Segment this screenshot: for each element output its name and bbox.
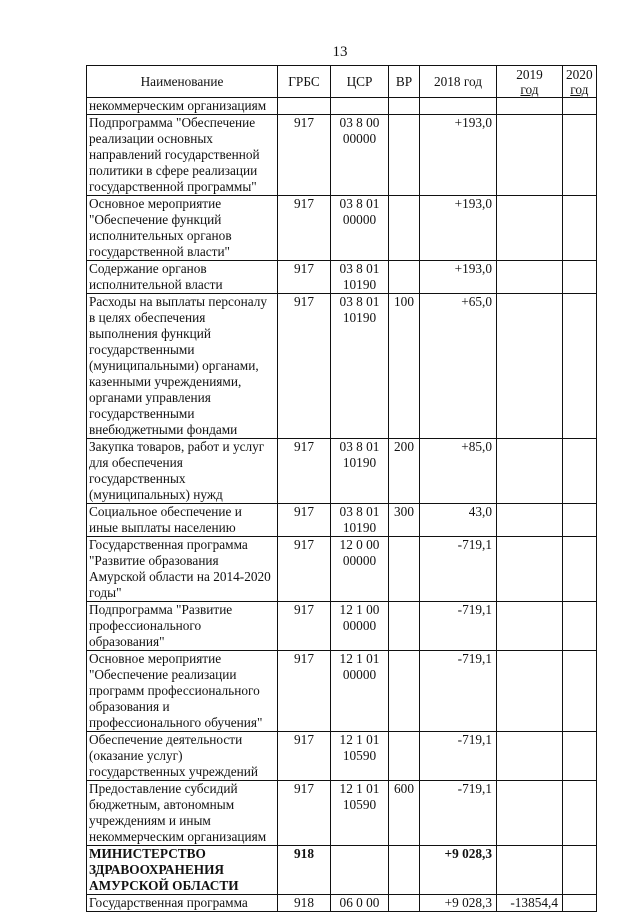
cell-vr bbox=[389, 115, 420, 196]
cell-2018: -719,1 bbox=[420, 602, 497, 651]
cell-2018: +9 028,3 bbox=[420, 895, 497, 912]
cell-2020 bbox=[563, 115, 597, 196]
cell-name: Подпрограмма "Развитие профессионального образования" bbox=[87, 602, 278, 651]
cell-grbs: 917 bbox=[278, 781, 331, 846]
cell-vr bbox=[389, 846, 420, 895]
budget-table-wrap bbox=[86, 65, 597, 912]
cell-2020 bbox=[563, 732, 597, 781]
cell-csr: 12 1 01 10590 bbox=[331, 732, 389, 781]
table-row bbox=[87, 895, 597, 912]
cell-2018: +193,0 bbox=[420, 261, 497, 294]
cell-name: МИНИСТЕРСТВО ЗДРАВООХРАНЕНИЯ АМУРСКОЙ ОБЛАСТИ bbox=[87, 846, 278, 895]
cell-name: Обеспечение деятельности (оказание услуг) государственных учреждений bbox=[87, 732, 278, 781]
cell-csr bbox=[331, 846, 389, 895]
cell-grbs: 917 bbox=[278, 504, 331, 537]
cell-csr: 12 1 01 00000 bbox=[331, 651, 389, 732]
table-row bbox=[87, 732, 597, 781]
cell-name: Содержание органов исполнительной власти bbox=[87, 261, 278, 294]
cell-name: Социальное обеспечение и иные выплаты населению bbox=[87, 504, 278, 537]
cell-csr: 03 8 01 10190 bbox=[331, 261, 389, 294]
budget-table bbox=[86, 65, 597, 912]
cell-2018: +85,0 bbox=[420, 439, 497, 504]
header-2019 bbox=[497, 66, 563, 98]
cell-2020 bbox=[563, 98, 597, 115]
cell-name: Государственная программа "Развитие образования Амурской области на 2014-2020 годы" bbox=[87, 537, 278, 602]
cell-grbs: 917 bbox=[278, 732, 331, 781]
cell-2019 bbox=[497, 781, 563, 846]
cell-csr: 03 8 01 10190 bbox=[331, 504, 389, 537]
cell-vr: 100 bbox=[389, 294, 420, 439]
header-csr: ЦСР bbox=[331, 66, 389, 98]
table-row bbox=[87, 504, 597, 537]
cell-grbs: 917 bbox=[278, 651, 331, 732]
cell-2019 bbox=[497, 115, 563, 196]
cell-2019 bbox=[497, 439, 563, 504]
table-row bbox=[87, 651, 597, 732]
header-2019-bottom: год bbox=[520, 82, 539, 97]
cell-2018: -719,1 bbox=[420, 537, 497, 602]
cell-grbs: 917 bbox=[278, 294, 331, 439]
cell-name: некоммерческим организациям bbox=[87, 98, 278, 115]
cell-2019 bbox=[497, 846, 563, 895]
table-row bbox=[87, 294, 597, 439]
cell-grbs: 917 bbox=[278, 261, 331, 294]
cell-2019 bbox=[497, 602, 563, 651]
table-row bbox=[87, 781, 597, 846]
cell-2020 bbox=[563, 781, 597, 846]
cell-2019 bbox=[497, 98, 563, 115]
cell-csr bbox=[331, 98, 389, 115]
cell-2018: +193,0 bbox=[420, 115, 497, 196]
cell-vr: 200 bbox=[389, 439, 420, 504]
cell-2020 bbox=[563, 602, 597, 651]
cell-csr: 12 1 00 00000 bbox=[331, 602, 389, 651]
header-2020 bbox=[563, 66, 597, 98]
cell-vr bbox=[389, 261, 420, 294]
table-row bbox=[87, 602, 597, 651]
table-row bbox=[87, 261, 597, 294]
cell-csr: 06 0 00 bbox=[331, 895, 389, 912]
cell-name: Основное мероприятие "Обеспечение реализации программ профессионального образования и профессионального обучения" bbox=[87, 651, 278, 732]
header-name: Наименование bbox=[87, 66, 278, 98]
cell-2018: 43,0 bbox=[420, 504, 497, 537]
cell-2020 bbox=[563, 439, 597, 504]
cell-2020 bbox=[563, 651, 597, 732]
header-2018: 2018 год bbox=[420, 66, 497, 98]
cell-2018: -719,1 bbox=[420, 651, 497, 732]
table-row bbox=[87, 846, 597, 895]
cell-2020 bbox=[563, 846, 597, 895]
cell-vr bbox=[389, 895, 420, 912]
cell-csr: 12 1 01 10590 bbox=[331, 781, 389, 846]
cell-csr: 12 0 00 00000 bbox=[331, 537, 389, 602]
cell-csr: 03 8 01 10190 bbox=[331, 294, 389, 439]
cell-2018: +9 028,3 bbox=[420, 846, 497, 895]
header-2020-top: 2020 bbox=[566, 67, 593, 82]
cell-name: Расходы на выплаты персоналу в целях обеспечения выполнения функций государственными (муниципальными) органами, казенными учреждениями, органами управления государственными внебюджетными фондами bbox=[87, 294, 278, 439]
cell-name: Закупка товаров, работ и услуг для обеспечения государственных (муниципальных) нужд bbox=[87, 439, 278, 504]
cell-csr: 03 8 01 00000 bbox=[331, 196, 389, 261]
cell-grbs: 917 bbox=[278, 602, 331, 651]
cell-vr bbox=[389, 651, 420, 732]
cell-grbs: 917 bbox=[278, 115, 331, 196]
cell-vr bbox=[389, 732, 420, 781]
cell-grbs bbox=[278, 98, 331, 115]
cell-2019 bbox=[497, 196, 563, 261]
cell-2020 bbox=[563, 196, 597, 261]
cell-vr bbox=[389, 98, 420, 115]
cell-2020 bbox=[563, 537, 597, 602]
cell-2020 bbox=[563, 261, 597, 294]
cell-name: Государственная программа bbox=[87, 895, 278, 912]
cell-name: Подпрограмма "Обеспечение реализации основных направлений государственной политики в сфере реализации государственной программы" bbox=[87, 115, 278, 196]
cell-2018: +65,0 bbox=[420, 294, 497, 439]
cell-2018: -719,1 bbox=[420, 732, 497, 781]
table-row bbox=[87, 439, 597, 504]
cell-2020 bbox=[563, 895, 597, 912]
table-row bbox=[87, 98, 597, 115]
header-2020-bottom: год bbox=[570, 82, 589, 97]
cell-csr: 03 8 00 00000 bbox=[331, 115, 389, 196]
table-row bbox=[87, 115, 597, 196]
cell-grbs: 917 bbox=[278, 439, 331, 504]
cell-2020 bbox=[563, 504, 597, 537]
cell-2019 bbox=[497, 261, 563, 294]
cell-grbs: 917 bbox=[278, 196, 331, 261]
cell-2018 bbox=[420, 98, 497, 115]
header-vr: ВР bbox=[389, 66, 420, 98]
header-grbs: ГРБС bbox=[278, 66, 331, 98]
header-2019-top: 2019 bbox=[516, 67, 543, 82]
cell-2019 bbox=[497, 504, 563, 537]
cell-2018: -719,1 bbox=[420, 781, 497, 846]
cell-2018: +193,0 bbox=[420, 196, 497, 261]
cell-name: Предоставление субсидий бюджетным, автономным учреждениям и иным некоммерческим организациям bbox=[87, 781, 278, 846]
cell-vr bbox=[389, 602, 420, 651]
cell-vr: 300 bbox=[389, 504, 420, 537]
cell-2019 bbox=[497, 294, 563, 439]
cell-csr: 03 8 01 10190 bbox=[331, 439, 389, 504]
table-row bbox=[87, 196, 597, 261]
table-body bbox=[87, 98, 597, 912]
cell-grbs: 917 bbox=[278, 537, 331, 602]
page-number: 13 bbox=[332, 44, 348, 60]
table-row bbox=[87, 537, 597, 602]
cell-2019: -13854,4 bbox=[497, 895, 563, 912]
table-header-row bbox=[87, 66, 597, 98]
cell-2020 bbox=[563, 294, 597, 439]
cell-2019 bbox=[497, 537, 563, 602]
cell-vr: 600 bbox=[389, 781, 420, 846]
cell-2019 bbox=[497, 732, 563, 781]
cell-2019 bbox=[497, 651, 563, 732]
cell-name: Основное мероприятие "Обеспечение функций исполнительных органов государственной власти" bbox=[87, 196, 278, 261]
cell-grbs: 918 bbox=[278, 895, 331, 912]
cell-grbs: 918 bbox=[278, 846, 331, 895]
cell-vr bbox=[389, 537, 420, 602]
cell-vr bbox=[389, 196, 420, 261]
